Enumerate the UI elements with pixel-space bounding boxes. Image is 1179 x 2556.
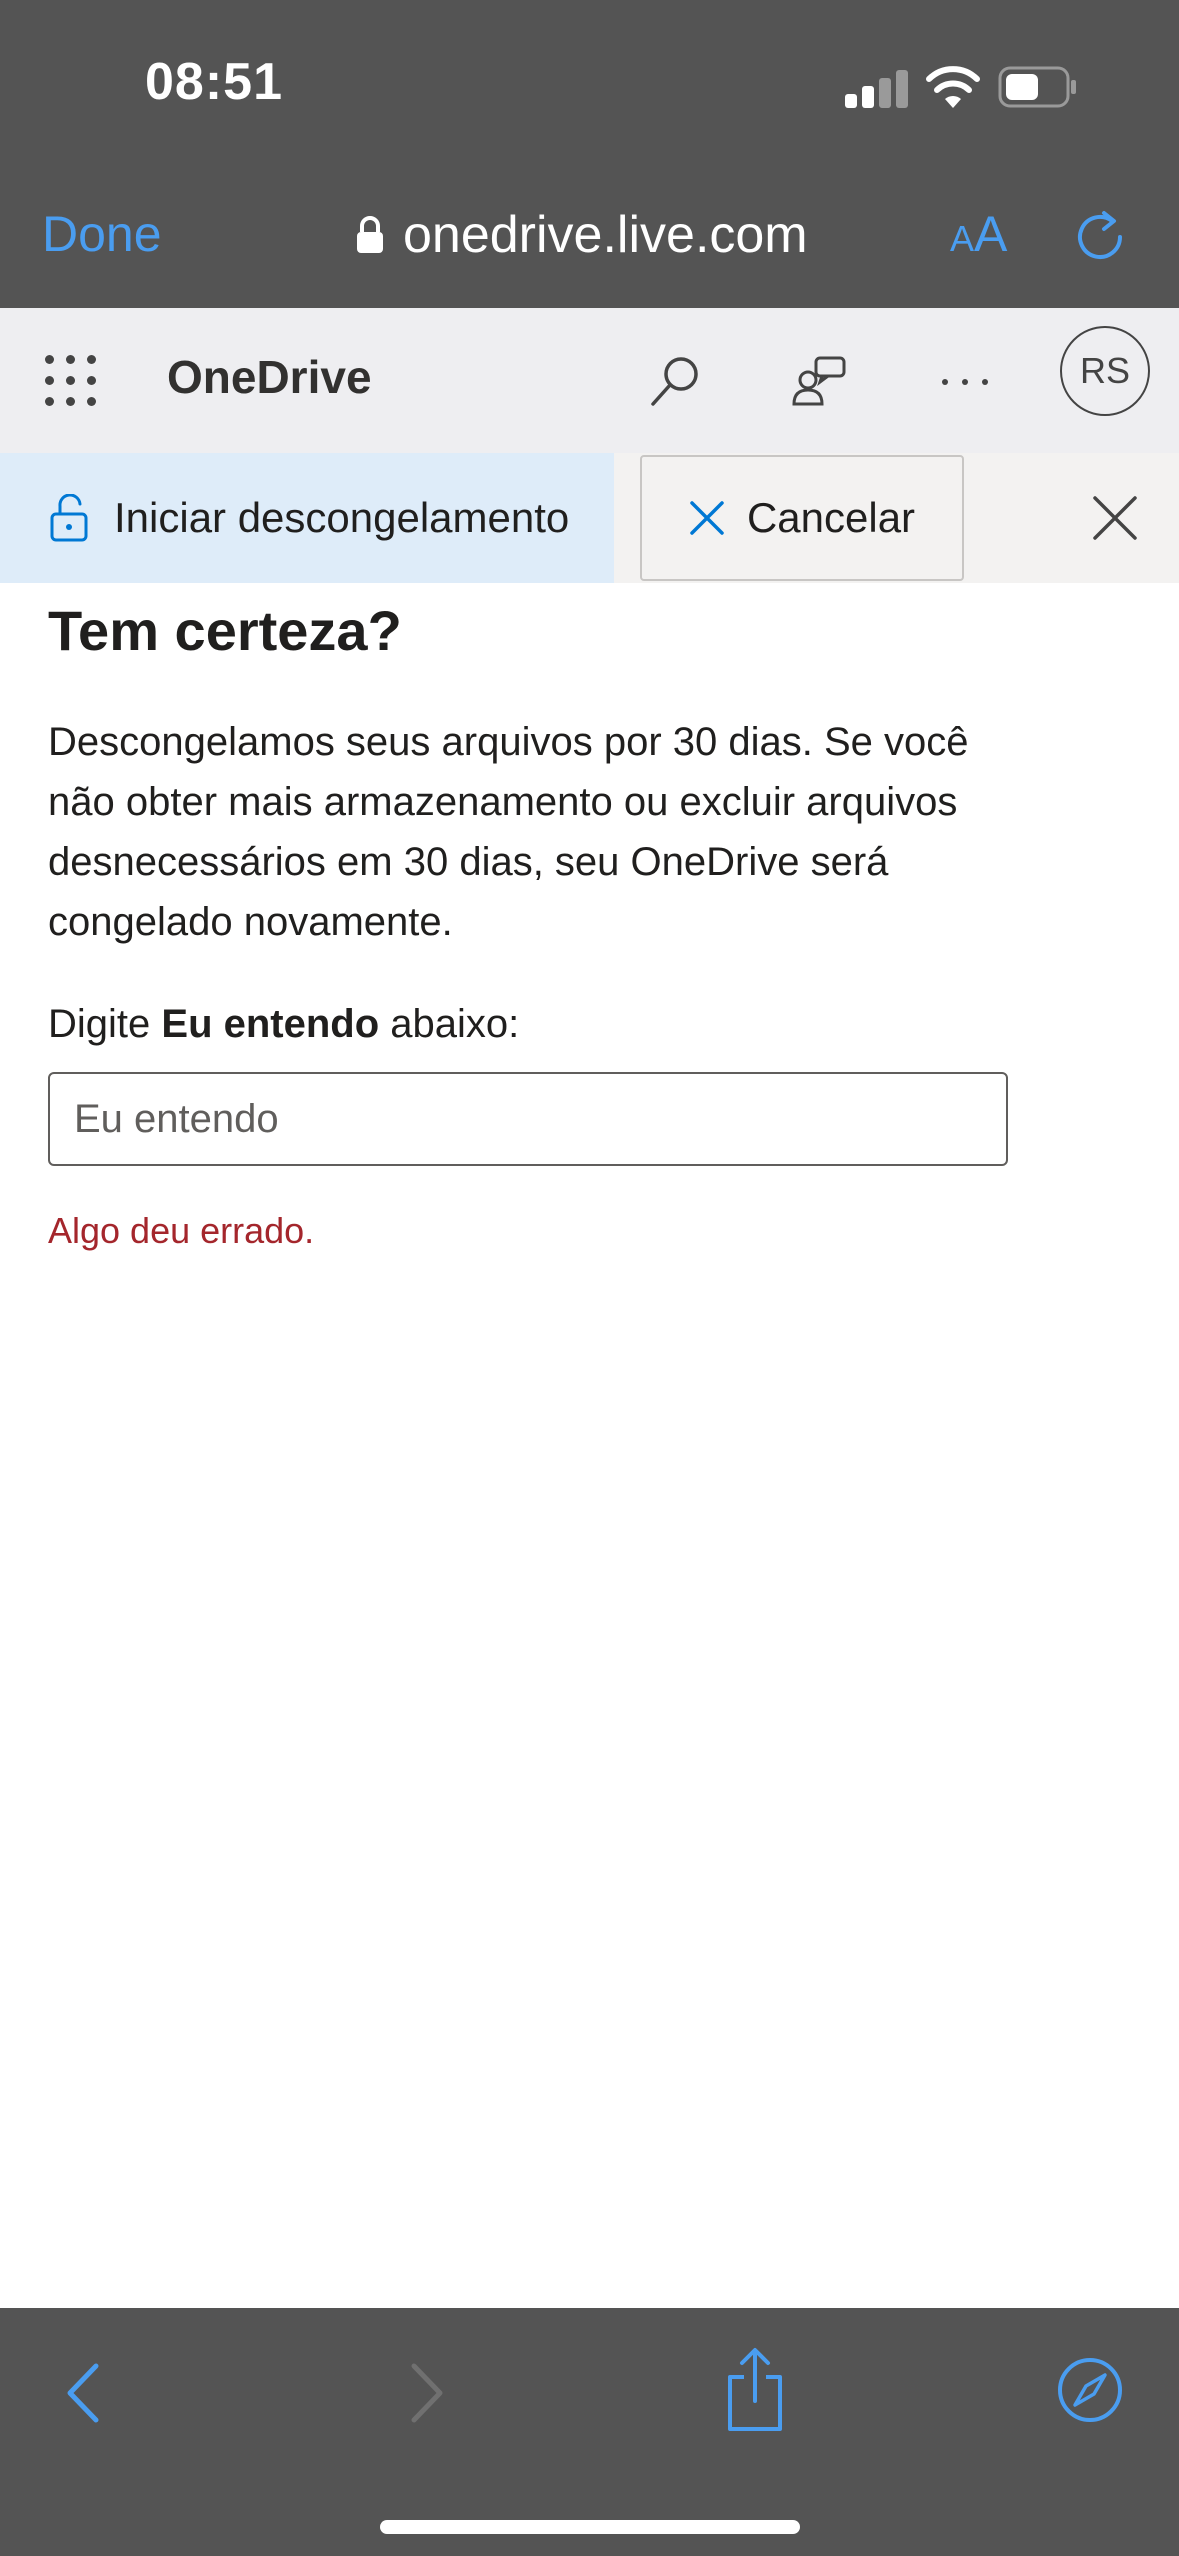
unlock-icon: [48, 494, 92, 542]
dialog-heading: Tem certeza?: [48, 599, 402, 662]
app-launcher-icon[interactable]: [45, 355, 97, 407]
confirmation-prompt: [48, 1002, 519, 1047]
done-button[interactable]: Done: [42, 206, 162, 262]
prompt-keyword: Eu entendo: [161, 1002, 380, 1046]
error-message: Algo deu errado.: [48, 1210, 315, 1251]
battery-icon: [998, 66, 1078, 108]
text-size-button[interactable]: [950, 205, 1007, 263]
reload-icon[interactable]: [1070, 205, 1130, 265]
share-icon[interactable]: [720, 2345, 790, 2435]
cancel-button[interactable]: [640, 455, 964, 581]
cancel-label: Cancelar: [746, 494, 916, 541]
aa-small-label: A: [950, 218, 975, 259]
avatar[interactable]: RS: [1060, 326, 1150, 416]
back-icon[interactable]: [60, 2360, 110, 2426]
confirmation-input[interactable]: [48, 1072, 1008, 1166]
address-bar[interactable]: [355, 200, 808, 270]
status-time: 08:51: [145, 53, 283, 111]
start-unfreeze-button[interactable]: [0, 453, 614, 583]
wifi-icon: [925, 64, 981, 110]
search-icon[interactable]: [645, 352, 705, 412]
url-text: onedrive.live.com: [403, 206, 808, 264]
cellular-signal-icon: [845, 70, 907, 108]
aa-large-label: A: [974, 206, 1008, 262]
forward-icon[interactable]: [400, 2360, 450, 2426]
lock-icon: [355, 215, 385, 255]
start-unfreeze-label: Iniciar descongelamento: [114, 494, 570, 541]
safari-compass-icon[interactable]: [1055, 2355, 1125, 2425]
app-title[interactable]: OneDrive: [167, 351, 372, 403]
close-icon[interactable]: [1085, 488, 1145, 548]
more-options-icon[interactable]: [935, 352, 995, 412]
browser-bottom-toolbar: [0, 2308, 1179, 2556]
prompt-prefix: Digite: [48, 1002, 162, 1046]
prompt-suffix: abaixo:: [379, 1002, 520, 1046]
cancel-x-icon: [689, 500, 725, 536]
dialog-body: Descongelamos seus arquivos por 30 dias. Se você não obter mais armazenamento ou excluir arquivos desnecessários em 30 dias, seu OneDrive será congelado novamente.: [48, 720, 969, 944]
home-indicator: [380, 2520, 800, 2534]
feedback-icon[interactable]: [790, 352, 850, 412]
